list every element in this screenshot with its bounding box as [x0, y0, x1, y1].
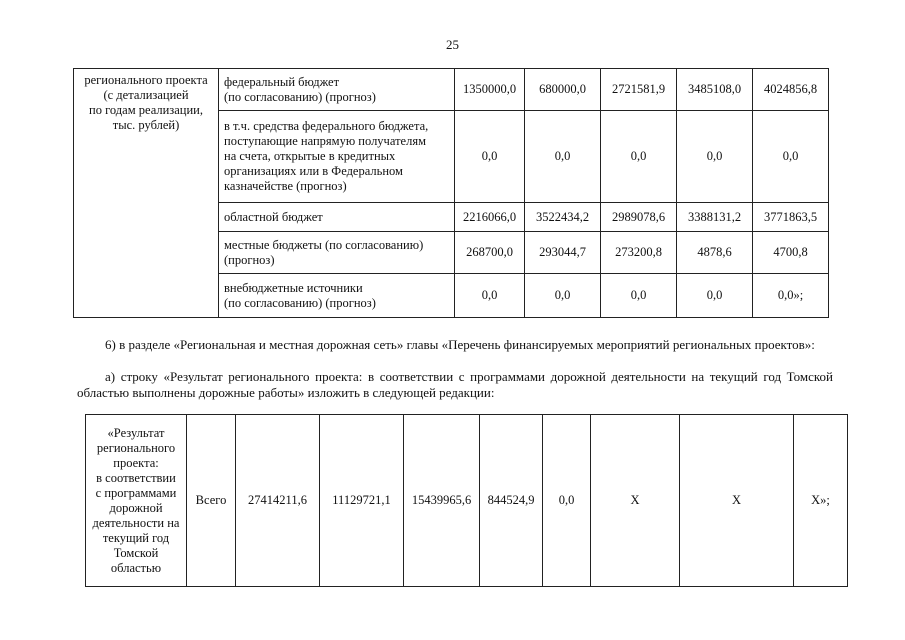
page-number: 25: [446, 37, 459, 52]
value-cell: 3522434,2: [525, 203, 601, 232]
value-cell: 0,0: [525, 111, 601, 203]
value-cell: 3485108,0: [677, 69, 753, 111]
paragraph-6: 6) в разделе «Региональная и местная дорожная сеть» главы «Перечень финансируемых мероприятий региональных проектов»:: [105, 337, 815, 352]
source-cell: федеральный бюджет (по согласованию) (прогноз): [219, 69, 455, 111]
value-cell: 3771863,5: [753, 203, 829, 232]
value-cell: 0,0: [455, 274, 525, 318]
value-cell: Х: [591, 415, 680, 587]
source-cell: областной бюджет: [219, 203, 455, 232]
value-cell: 1350000,0: [455, 69, 525, 111]
value-cell: 3388131,2: [677, 203, 753, 232]
value-cell: 268700,0: [455, 232, 525, 274]
source-cell: внебюджетные источники (по согласованию) (прогноз): [219, 274, 455, 318]
value-cell: 4024856,8: [753, 69, 829, 111]
value-cell: 0,0: [601, 111, 677, 203]
value-cell: 0,0»;: [753, 274, 829, 318]
value-cell: 0,0: [753, 111, 829, 203]
value-cell: 15439965,6: [404, 415, 480, 587]
value-cell: Х»;: [794, 415, 848, 587]
value-cell: 2216066,0: [455, 203, 525, 232]
value-cell: 2989078,6: [601, 203, 677, 232]
value-cell: 844524,9: [480, 415, 543, 587]
source-cell: местные бюджеты (по согласованию) (прогноз): [219, 232, 455, 274]
value-cell: 0,0: [677, 111, 753, 203]
value-cell: 0,0: [677, 274, 753, 318]
value-cell: Х: [680, 415, 794, 587]
value-cell: 273200,8: [601, 232, 677, 274]
value-cell: 11129721,1: [320, 415, 404, 587]
table-row: [74, 69, 829, 111]
value-cell: 4878,6: [677, 232, 753, 274]
value-cell: 0,0: [455, 111, 525, 203]
funding-table: [73, 68, 829, 318]
value-cell: 680000,0: [525, 69, 601, 111]
value-cell: 0,0: [601, 274, 677, 318]
total-label: Всего: [187, 415, 236, 587]
result-table: [85, 414, 848, 587]
paragraph-a: а) строку «Результат регионального проекта: в соответствии с программами дорожной деятельности на текущий год Томской областью выполнены дорожные работы» изложить в следующей редакции:: [77, 369, 833, 400]
value-cell: 0,0: [525, 274, 601, 318]
value-cell: 4700,8: [753, 232, 829, 274]
result-label: «Результат регионального проекта: в соответствии с программами дорожной деятельности на текущий год Томской областью: [86, 415, 187, 587]
value-cell: 293044,7: [525, 232, 601, 274]
value-cell: 2721581,9: [601, 69, 677, 111]
value-cell: 27414211,6: [236, 415, 320, 587]
value-cell: 0,0: [543, 415, 591, 587]
project-funding-label: регионального проекта (с детализацией по годам реализации, тыс. рублей): [74, 69, 219, 318]
table-row: [86, 415, 848, 587]
source-cell: в т.ч. средства федерального бюджета, поступающие напрямую получателям на счета, открытые в кредитных организациях или в Федеральном казначействе (прогноз): [219, 111, 455, 203]
